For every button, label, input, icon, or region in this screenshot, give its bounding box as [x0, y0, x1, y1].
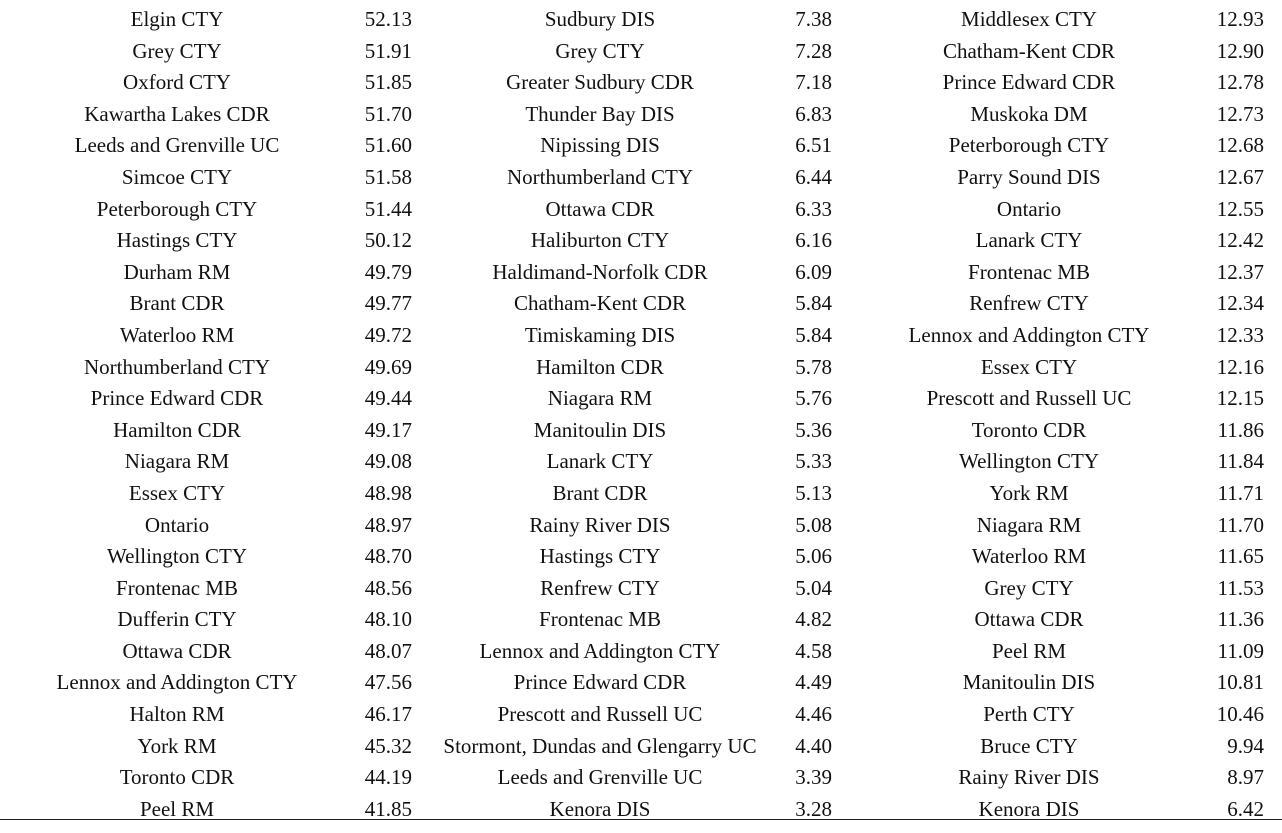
region-name-col3: Bruce CTY — [980, 733, 1078, 758]
region-name-col1: Niagara RM — [124, 449, 230, 474]
table-row — [0, 352, 1282, 384]
value-col3: 9.94 — [1227, 733, 1264, 758]
table-row — [0, 731, 1282, 763]
region-name-col3: Lennox and Addington CTY — [908, 322, 1150, 347]
value-col3: 11.53 — [1217, 575, 1264, 600]
region-name-col2: Timiskaming DIS — [524, 322, 676, 347]
region-name-col2: Lennox and Addington CTY — [479, 638, 721, 663]
value-col1: 49.08 — [364, 449, 412, 474]
value-col2: 6.44 — [795, 164, 832, 189]
value-col1: 51.60 — [364, 133, 412, 158]
value-col1: 51.58 — [364, 164, 412, 189]
table-bottom-rule — [0, 819, 1282, 820]
region-name-col1: Peterborough CTY — [96, 196, 258, 221]
value-col3: 12.33 — [1216, 322, 1264, 347]
region-name-col1: Leeds and Grenville UC — [74, 133, 280, 158]
value-col1: 44.19 — [364, 765, 412, 790]
value-col3: 12.16 — [1216, 354, 1264, 379]
region-name-col1: Kawartha Lakes CDR — [84, 101, 270, 126]
value-col2: 4.58 — [795, 638, 832, 663]
table-row — [0, 194, 1282, 226]
value-col3: 11.09 — [1217, 638, 1264, 663]
table-row — [0, 415, 1282, 447]
region-name-col3: Niagara RM — [976, 512, 1082, 537]
region-name-col2: Leeds and Grenville UC — [497, 765, 703, 790]
value-col2: 5.36 — [795, 417, 832, 442]
region-name-col3: Renfrew CTY — [969, 291, 1089, 316]
value-col1: 49.69 — [364, 354, 412, 379]
value-col3: 11.36 — [1217, 607, 1264, 632]
value-col2: 6.09 — [795, 259, 832, 284]
table-row — [0, 667, 1282, 699]
value-col1: 41.85 — [364, 796, 412, 821]
region-name-col1: Prince Edward CDR — [90, 386, 264, 411]
region-name-col2: Prince Edward CDR — [513, 670, 687, 695]
value-col3: 8.97 — [1227, 765, 1264, 790]
value-col3: 11.71 — [1217, 480, 1264, 505]
value-col1: 48.56 — [364, 575, 412, 600]
value-col1: 49.17 — [364, 417, 412, 442]
region-name-col2: Haliburton CTY — [530, 228, 670, 253]
value-col2: 5.33 — [795, 449, 832, 474]
table-row — [0, 320, 1282, 352]
value-col3: 12.78 — [1216, 70, 1264, 95]
value-col3: 11.70 — [1217, 512, 1264, 537]
region-name-col1: Brant CDR — [129, 291, 225, 316]
region-name-col3: Muskoka DM — [970, 101, 1088, 126]
table-row — [0, 636, 1282, 668]
region-name-col3: Waterloo RM — [971, 544, 1087, 569]
value-col3: 11.65 — [1217, 544, 1264, 569]
value-col2: 7.38 — [795, 7, 832, 31]
value-col1: 47.56 — [364, 670, 412, 695]
region-name-col1: Simcoe CTY — [121, 164, 233, 189]
region-name-col1: Lennox and Addington CTY — [56, 670, 298, 695]
region-name-col3: Peel RM — [991, 638, 1067, 663]
region-name-col2: Chatham-Kent CDR — [513, 291, 687, 316]
value-col2: 6.83 — [795, 101, 832, 126]
value-col2: 6.51 — [795, 133, 832, 158]
region-name-col3: Chatham-Kent CDR — [942, 38, 1116, 63]
region-name-col2: Hamilton CDR — [536, 354, 664, 379]
region-name-col2: Prescott and Russell UC — [497, 702, 703, 727]
region-name-col3: Manitoulin DIS — [962, 670, 1096, 695]
value-col2: 6.16 — [795, 228, 832, 253]
table-row — [0, 67, 1282, 99]
value-col2: 6.33 — [795, 196, 832, 221]
region-name-col3: Lanark CTY — [975, 228, 1083, 253]
region-name-col3: Ottawa CDR — [974, 607, 1084, 632]
region-name-col1: Essex CTY — [128, 480, 226, 505]
value-col1: 51.70 — [364, 101, 412, 126]
region-name-col3: Rainy River DIS — [958, 765, 1100, 790]
value-col1: 49.44 — [364, 386, 412, 411]
region-name-col1: Hamilton CDR — [113, 417, 241, 442]
value-col3: 10.46 — [1216, 702, 1264, 727]
region-name-col2: Grey CTY — [555, 38, 645, 63]
region-name-col1: Hastings CTY — [116, 228, 238, 253]
region-name-col2: Nipissing DIS — [540, 133, 660, 158]
value-col1: 52.13 — [364, 7, 412, 31]
value-col2: 5.78 — [795, 354, 832, 379]
value-col2: 5.04 — [795, 575, 832, 600]
value-col1: 51.44 — [364, 196, 412, 221]
region-name-col2: Hastings CTY — [539, 544, 661, 569]
region-name-col3: Peterborough CTY — [948, 133, 1110, 158]
table-row — [0, 541, 1282, 573]
table-row — [0, 573, 1282, 605]
value-col1: 51.91 — [364, 38, 412, 63]
region-name-col2: Frontenac MB — [539, 607, 661, 632]
region-name-col1: Toronto CDR — [119, 765, 235, 790]
region-name-col1: Durham RM — [123, 259, 231, 284]
value-col2: 5.84 — [795, 291, 832, 316]
table-row — [0, 510, 1282, 542]
region-name-col3: Grey CTY — [984, 575, 1074, 600]
value-col3: 10.81 — [1216, 670, 1264, 695]
table-row — [0, 162, 1282, 194]
value-col2: 3.28 — [795, 796, 832, 821]
value-col1: 48.07 — [364, 638, 412, 663]
region-name-col1: Grey CTY — [132, 38, 222, 63]
region-name-col1: Ontario — [144, 512, 210, 537]
value-col1: 49.79 — [364, 259, 412, 284]
value-col1: 48.10 — [364, 607, 412, 632]
region-name-col2: Stormont, Dundas and Glengarry UC — [443, 733, 757, 758]
region-name-col3: Wellington CTY — [958, 449, 1100, 474]
region-name-col1: Northumberland CTY — [83, 354, 271, 379]
value-col2: 7.28 — [795, 38, 832, 63]
value-col3: 12.55 — [1216, 196, 1264, 221]
region-name-col3: Parry Sound DIS — [957, 164, 1101, 189]
table-row — [0, 604, 1282, 636]
region-name-col1: York RM — [137, 733, 217, 758]
region-name-col1: Peel RM — [139, 796, 215, 821]
region-name-col2: Thunder Bay DIS — [525, 101, 675, 126]
region-name-col2: Lanark CTY — [546, 449, 654, 474]
value-col2: 4.46 — [795, 702, 832, 727]
table-row — [0, 4, 1282, 36]
value-col1: 49.72 — [364, 322, 412, 347]
region-name-col2: Ottawa CDR — [545, 196, 655, 221]
table-row — [0, 794, 1282, 826]
value-col2: 3.39 — [795, 765, 832, 790]
table-row — [0, 36, 1282, 68]
value-col3: 12.42 — [1216, 228, 1264, 253]
table-row — [0, 288, 1282, 320]
region-name-col3: Middlesex CTY — [961, 7, 1097, 31]
region-name-col2: Niagara RM — [547, 386, 653, 411]
region-name-col1: Frontenac MB — [116, 575, 238, 600]
region-name-col2: Manitoulin DIS — [533, 417, 667, 442]
table-row — [0, 446, 1282, 478]
region-name-col3: Ontario — [996, 196, 1062, 221]
value-col3: 12.93 — [1216, 7, 1264, 31]
data-table — [0, 4, 1282, 825]
table-row — [0, 762, 1282, 794]
value-col2: 5.13 — [795, 480, 832, 505]
region-name-col3: Essex CTY — [980, 354, 1078, 379]
value-col2: 5.76 — [795, 386, 832, 411]
table-row — [0, 257, 1282, 289]
region-name-col1: Dufferin CTY — [117, 607, 237, 632]
value-col1: 48.70 — [364, 544, 412, 569]
value-col1: 51.85 — [364, 70, 412, 95]
value-col2: 4.49 — [795, 670, 832, 695]
table-row — [0, 383, 1282, 415]
region-name-col2: Brant CDR — [552, 480, 648, 505]
value-col2: 5.08 — [795, 512, 832, 537]
region-name-col2: Kenora DIS — [549, 796, 651, 821]
region-name-col2: Haldimand-Norfolk CDR — [492, 259, 708, 284]
value-col3: 12.15 — [1216, 386, 1264, 411]
region-name-col3: Prince Edward CDR — [942, 70, 1116, 95]
region-name-col2: Sudbury DIS — [544, 7, 656, 31]
region-name-col3: Frontenac MB — [968, 259, 1090, 284]
value-col3: 12.68 — [1216, 133, 1264, 158]
value-col1: 48.98 — [364, 480, 412, 505]
value-col3: 11.84 — [1217, 449, 1264, 474]
region-name-col1: Wellington CTY — [106, 544, 248, 569]
value-col3: 12.73 — [1216, 101, 1264, 126]
value-col2: 7.18 — [795, 70, 832, 95]
value-col1: 48.97 — [364, 512, 412, 537]
value-col1: 49.77 — [364, 291, 412, 316]
region-name-col3: Prescott and Russell UC — [926, 386, 1132, 411]
value-col3: 12.67 — [1216, 164, 1264, 189]
value-col3: 11.86 — [1217, 417, 1264, 442]
value-col1: 46.17 — [364, 702, 412, 727]
region-name-col2: Renfrew CTY — [540, 575, 660, 600]
region-name-col2: Northumberland CTY — [506, 164, 694, 189]
region-name-col1: Elgin CTY — [130, 7, 224, 31]
region-name-col3: York RM — [989, 480, 1069, 505]
value-col3: 12.34 — [1216, 291, 1264, 316]
value-col2: 4.40 — [795, 733, 832, 758]
table-row — [0, 130, 1282, 162]
table-row — [0, 99, 1282, 131]
value-col3: 12.90 — [1216, 38, 1264, 63]
region-name-col1: Waterloo RM — [119, 322, 235, 347]
region-name-col3: Toronto CDR — [971, 417, 1087, 442]
table-row — [0, 225, 1282, 257]
region-name-col1: Ottawa CDR — [122, 638, 232, 663]
table-row — [0, 478, 1282, 510]
value-col3: 6.42 — [1227, 796, 1264, 821]
region-name-col2: Greater Sudbury CDR — [506, 70, 694, 95]
value-col2: 5.84 — [795, 322, 832, 347]
region-name-col1: Oxford CTY — [123, 70, 231, 95]
region-name-col2: Rainy River DIS — [529, 512, 671, 537]
region-name-col3: Perth CTY — [983, 702, 1075, 727]
value-col2: 4.82 — [795, 607, 832, 632]
table-row — [0, 699, 1282, 731]
region-name-col3: Kenora DIS — [978, 796, 1080, 821]
value-col3: 12.37 — [1216, 259, 1264, 284]
value-col2: 5.06 — [795, 544, 832, 569]
value-col1: 45.32 — [364, 733, 412, 758]
value-col1: 50.12 — [364, 228, 412, 253]
region-name-col1: Halton RM — [129, 702, 225, 727]
